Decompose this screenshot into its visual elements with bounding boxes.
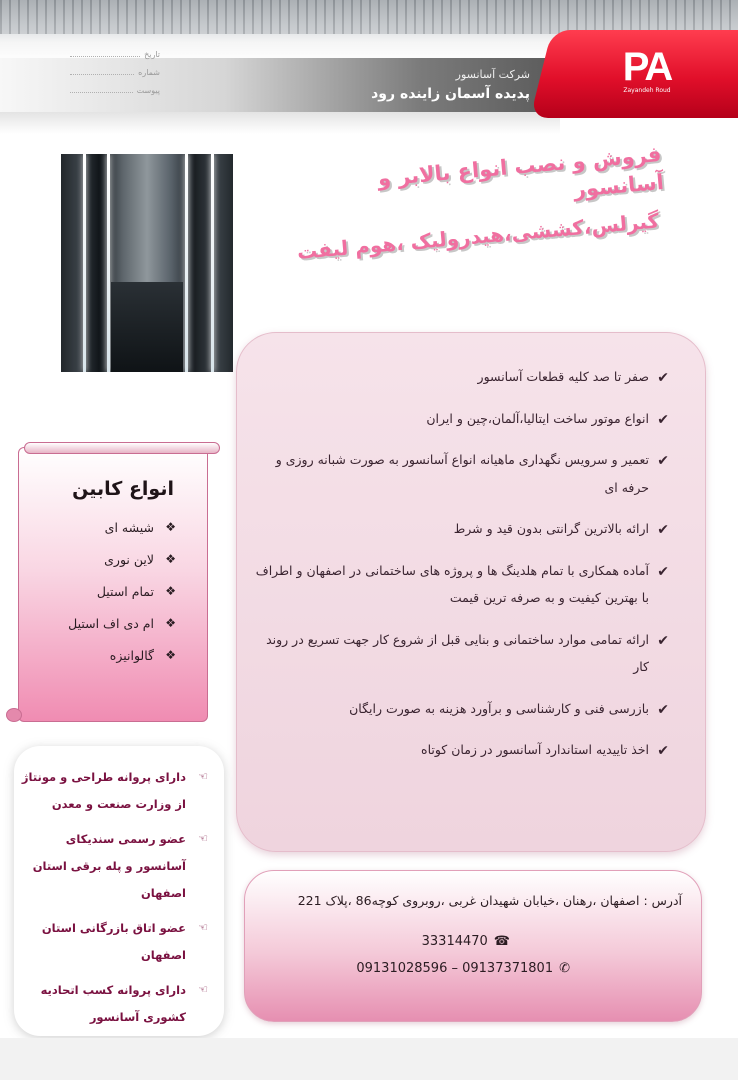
credential-item: ☜ عضو اتاق بازرگانی استان اصفهان xyxy=(18,915,208,969)
service-item: ✔ بازرسی فنی و کارشناسی و برآورد هزینه به صورت رایگان xyxy=(249,695,649,723)
hand-pointer-icon: ☜ xyxy=(198,832,208,846)
cabin-type-item: ❖ گالوانیزه xyxy=(109,648,176,663)
mobile-numbers[interactable]: ✆09131028596 – 09137371801 xyxy=(356,961,570,976)
header-shine xyxy=(0,112,560,134)
service-item: ✔ ارائه بالاترین گرانتی بدون قید و شرط xyxy=(249,515,649,543)
bottom-strip xyxy=(0,1038,738,1080)
diamond-bullet-icon: ❖ xyxy=(165,552,176,566)
cabin-types-title: انواع کابین xyxy=(72,478,174,500)
meta-number: شماره xyxy=(70,66,160,78)
services-box xyxy=(236,332,706,852)
header-stripes xyxy=(0,0,738,34)
credential-item: ☜ دارای پروانه طراحی و مونتاژ از وزارت صنعت و معدن xyxy=(18,764,208,818)
diamond-bullet-icon: ❖ xyxy=(165,648,176,662)
credential-item: ☜ دارای پروانه کسب اتحادیه کشوری آسانسور xyxy=(18,977,208,1031)
service-item: ✔ صفر تا صد کلیه قطعات آسانسور xyxy=(249,363,649,391)
service-item: ✔ اخذ تاییدیه استاندارد آسانسور در زمان کوتاه xyxy=(249,736,649,764)
scroll-roll-bottom xyxy=(6,708,22,722)
check-icon: ✔ xyxy=(657,370,669,386)
cabin-type-item: ❖ ام دی اف استیل xyxy=(68,616,176,631)
check-icon: ✔ xyxy=(657,743,669,759)
diamond-bullet-icon: ❖ xyxy=(165,520,176,534)
headline-line-1: فروش و نصب انواع بالابر و آسانسور xyxy=(376,141,665,203)
check-icon: ✔ xyxy=(657,701,669,718)
cabin-type-item: ❖ شیشه ای xyxy=(104,520,176,535)
address-text: آدرس : اصفهان ،رهنان ،خیابان شهیدان غربی ،روبروی کوچه86 ،پلاک 221 xyxy=(297,893,682,908)
meta-date: تاریخ xyxy=(70,48,160,60)
service-item: ✔ تعمیر و سرویس نگهداری ماهیانه انواع آسانسور به صورت شبانه روزی و حرفه ای xyxy=(249,446,649,501)
hand-pointer-icon: ☜ xyxy=(198,921,208,935)
check-icon: ✔ xyxy=(657,453,669,469)
cabin-type-item: ❖ لاین نوری xyxy=(104,552,176,567)
check-icon: ✔ xyxy=(657,522,669,538)
check-icon: ✔ xyxy=(657,411,669,428)
phone-number[interactable]: ☎33314470 xyxy=(421,934,510,949)
service-item: ✔ ارائه تمامی موارد ساختمانی و بنایی قبل از شروع کار جهت تسریع در روند کار xyxy=(249,626,649,681)
company-type: شرکت آسانسور xyxy=(455,68,530,81)
cabin-type-item: ❖ تمام استیل xyxy=(96,584,176,599)
phone-icon: ☎ xyxy=(493,934,510,949)
credentials-list xyxy=(18,764,208,1039)
credential-item: ☜ عضو رسمی سندیکای آسانسور و پله برقی استان اصفهان xyxy=(18,826,208,907)
scroll-roll-top xyxy=(24,442,220,454)
logo-letters: PA xyxy=(622,45,672,89)
cabin-types-list xyxy=(30,520,176,680)
elevator-cabin-photo xyxy=(61,154,233,372)
check-icon: ✔ xyxy=(657,563,669,580)
services-list xyxy=(249,363,669,778)
headline xyxy=(281,140,673,333)
logo-caption: Zayandeh Roud xyxy=(623,87,671,94)
check-icon: ✔ xyxy=(657,632,669,649)
service-item: ✔ انواع موتور ساخت ایتالیا،آلمان،چین و ایران xyxy=(249,405,649,433)
whatsapp-icon: ✆ xyxy=(559,961,570,976)
headline-line-2: گیرلس،کششی،هیدرولیک ،هوم لیفت xyxy=(296,208,661,264)
meta-attachment: پیوست xyxy=(70,84,160,96)
hand-pointer-icon: ☜ xyxy=(198,983,208,997)
hand-pointer-icon: ☜ xyxy=(198,770,208,783)
service-item: ✔ آماده همکاری با تمام هلدینگ ها و پروژه های ساختمانی در اصفهان و اطراف با بهترین کیفیت و به صرفه ترین قیمت xyxy=(249,557,649,612)
company-logo xyxy=(600,38,694,104)
diamond-bullet-icon: ❖ xyxy=(165,616,176,630)
company-name: پدیده آسمان زاینده رود xyxy=(371,86,530,102)
diamond-bullet-icon: ❖ xyxy=(165,584,176,598)
